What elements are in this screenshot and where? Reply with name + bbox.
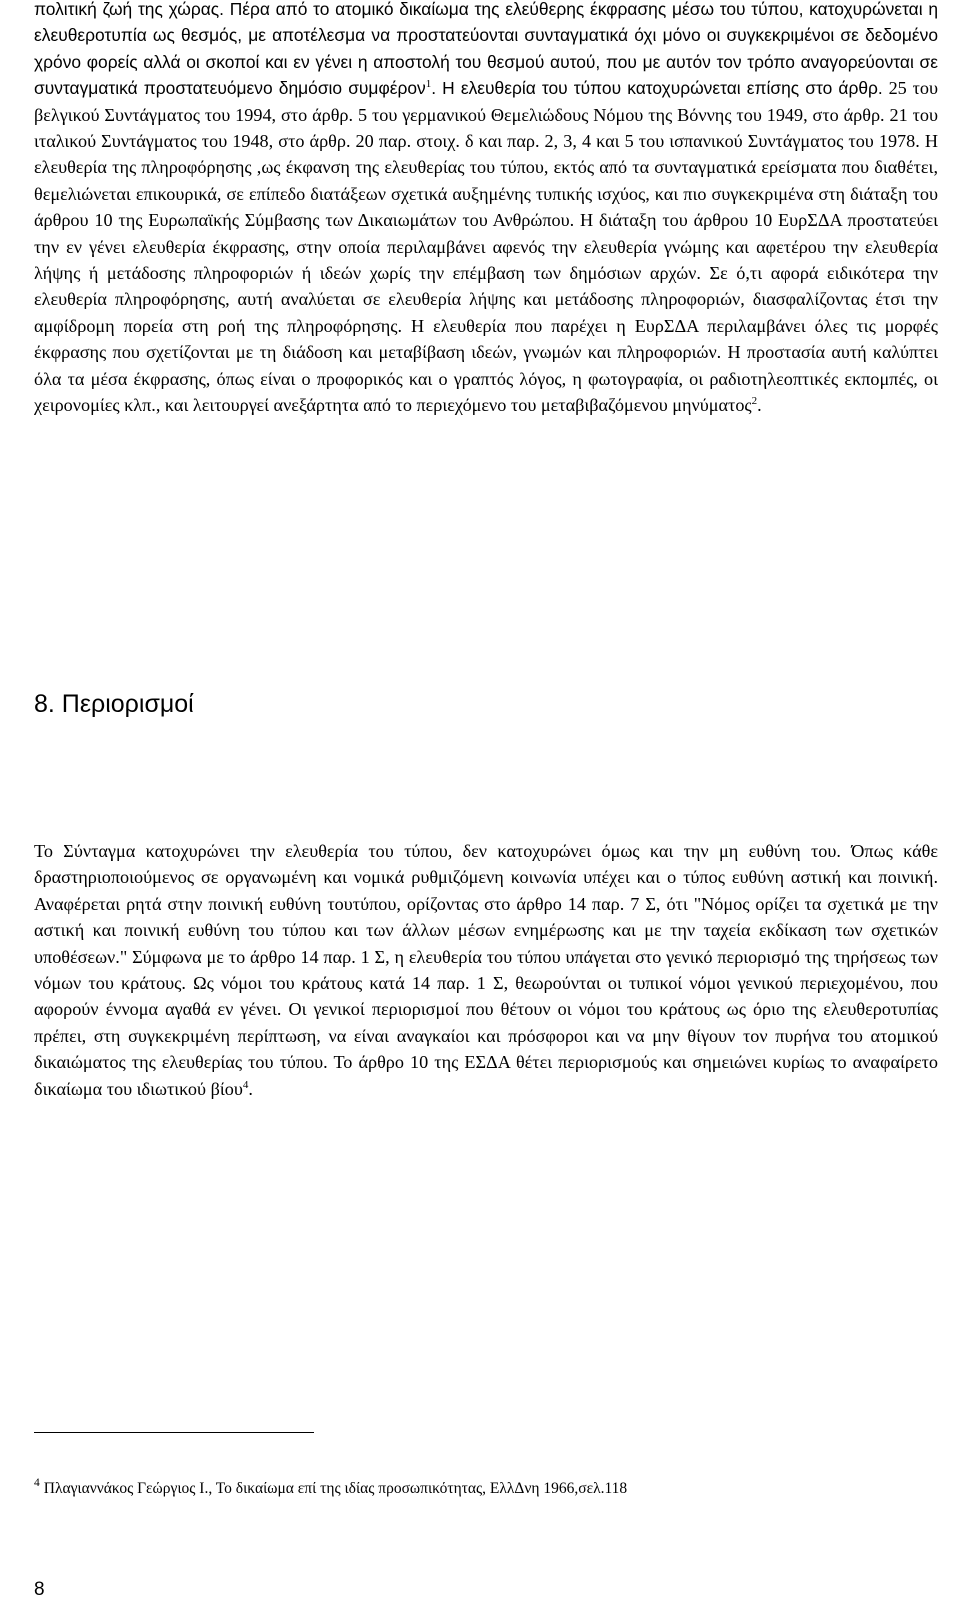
- body-paragraph-restrictions: [34, 838, 938, 1102]
- section-heading: 8. Περιορισμοί: [34, 690, 194, 718]
- paragraph-end-punctuation: .: [757, 395, 762, 416]
- restrictions-text: Το Σύνταγμα κατοχυρώνει την ελευθερία του τύπου, δεν κατοχυρώνει όμως και την μη ευθύνη του. Όπως κάθε δραστηριοποιούμενος σε οργανωμένη και νομικά ρυθμιζόμενη κοινωνία υπέχει και ο τύπος ευθύνη αστική και ποινική. Αναφέρεται ρητά στην ποινική ευθύνη τουτύπου, ορίζοντας στο άρθρο 14 παρ. 7 Σ, ότι "Νόμος ορίζει τα σχετικά με την αστική και ποινική ευθύνη του τύπου και των άλλων μέσων ενημέρωσης και με την ταχεία εκδίκαση των σχετικών υποθέσεων." Σύμφωνα με το άρθρο 14 παρ. 1 Σ, η ελευθερία του τύπου υπάγεται στο γενικό περιορισμό της τηρήσεως των νόμων του κράτους. Ως νόμοι του κράτους κατά 14 παρ. 1 Σ, θεωρούνται οι τυπικοί νόμοι γενικού περιεχομένου, που αφορούν έννομα αγαθά εν γένει. Οι γενικοί περιορισμοί που θέτουν οι νόμοι του κράτους ως όριο της ελευθεροτυπίας πρέπει, στη συγκεκριμένη περίπτωση, να είναι αναγκαίοι και πρόσφοροι και να μην θίγουν τον πυρήνα του ατομικού δικαιώματος της ελευθερίας του τύπου. Το άρθρο 10 της ΕΣΔΑ θέτει περιορισμούς και σημειώνει κυρίως το αναφαίρετο δικαίωμα του ιδιωτικού βίου: [34, 841, 938, 1099]
- paragraph-sentence-also-protected: . Η ελευθερία του τύπου κατοχυρώνεται επίσης στο άρθρ.: [431, 78, 883, 99]
- page-number: 8: [34, 1579, 45, 1600]
- paragraph-opening-fragment: πολιτική ζωή της χώρας.: [34, 0, 224, 19]
- footnote-text: Πλαγιαννάκος Γεώργιος Ι., Το δικαίωμα επί της ιδίας προσωπικότητας, ΕλλΔνη 1966,σελ.118: [43, 1480, 628, 1497]
- footnote-ref-4: 4: [242, 1078, 249, 1091]
- footnote-number: 4: [34, 1477, 40, 1489]
- footnote-ref-2: 2: [751, 395, 758, 408]
- paragraph-sentence-institution: Πέρα από το ατομικό δικαίωμα της ελεύθερης έκφρασης μέσω του τύπου, κατοχυρώνεται η ελευθεροτυπία ως θεσμός, με αποτέλεσμα να προστατεύονται συνταγματικά όχι μόνο οι συγκεκριμένοι σε δεδομένο χρόνο φορείς αλλά οι σκοποί και εν γένει η αποστολή του θεσμού αυτού, που με αυτόν τον τρόπο αναγορεύονται σε συνταγματικά προστατευόμενο δημόσιο συμφέρον: [34, 0, 938, 99]
- restrictions-end-punctuation: .: [248, 1078, 253, 1099]
- footnote-separator: [34, 1432, 314, 1433]
- footnote-ref-1: 1: [425, 78, 432, 91]
- paragraph-sentence-constitutions: 25 του βελγικού Συντάγματος του 1994, στο άρθρ. 5 του γερμανικού Θεμελιώδους Νόμου της Βόννης του 1949, στο άρθρ. 21 του ιταλικού Συντάγματος του 1948, στο άρθρ. 20 παρ. στοιχ. δ και παρ. 2, 3, 4 και 5 του ισπανικού Συντάγματος του 1978. Η ελευθερία της πληροφόρησης ,ως έκφανση της ελευθερίας του τύπου, εκτός από τα συνταγματικά ερείσματα που διαθέτει, θεμελιώνεται επικουρικά, σε επίπεδο διατάξεων σχετικά αυξημένης τυπικής ισχύος, και πιο συγκεκριμένα στη διάταξη του άρθρου 10 της Ευρωπαϊκής Σύμβασης των Δικαιωμάτων του Ανθρώπου. Η διάταξη του άρθρου 10 ΕυρΣΔΑ προστατεύει την εν γένει ελευθερία έκφρασης, στην οποία περιλαμβάνει αφενός την ελευθερία γνώμης και αφετέρου την ελευθερία λήψης ή μετάδοσης πληροφοριών ή ιδεών χωρίς την επέμβαση των δημόσιων αρχών. Σε ό,τι αφορά ειδικότερα την ελευθερία πληροφόρησης, αυτή αναλύεται σε ελευθερία λήψης και μετάδοσης πληροφοριών, διασφαλίζοντας έτσι την αμφίδρομη πορεία στη ροή της πληροφόρησης. Η ελευθερία που παρέχει η ΕυρΣΔΑ περιλαμβάνει όλες τις μορφές έκφρασης που σχετίζονται με τη διάδοση και μεταβίβαση ιδεών, γνωμών και πληροφοριών. Η προστασία αυτή καλύπτει όλα τα μέσα έκφρασης, όπως είναι ο προφορικός και ο γραπτός λόγος, η φωτογραφία, οι ραδιοτηλεοπτικές εκπομπές, οι χειρονομίες κλπ., και λειτουργεί ανεξάρτητα από το περιεχόμενο του μεταβιβαζόμενου μηνύματος: [34, 78, 938, 416]
- body-paragraph-freedom-of-press: [34, 0, 938, 419]
- footnote-4: [34, 1473, 627, 1499]
